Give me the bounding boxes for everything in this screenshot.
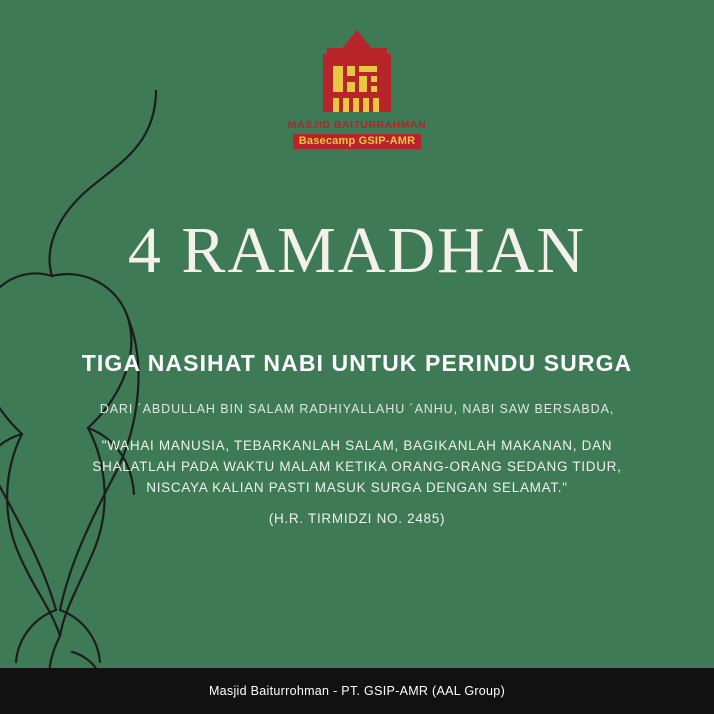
narration-attribution: DARI ´ABDULLAH BIN SALAM RADHIYALLAHU ´ANHU, NABI SAW BERSABDA, bbox=[99, 402, 615, 416]
footer-text: Masjid Baiturrohman - PT. GSIP-AMR (AAL Group) bbox=[208, 684, 506, 698]
logo-block bbox=[0, 28, 714, 149]
logo-subtitle: Basecamp GSIP-AMR bbox=[293, 134, 422, 149]
hadith-quote-block bbox=[60, 436, 654, 530]
lantern-line-art bbox=[0, 90, 290, 690]
subheadline: TIGA NASIHAT NABI UNTUK PERINDU SURGA bbox=[81, 350, 633, 376]
page-title: 4 RAMADHAN bbox=[127, 214, 587, 287]
logo-title: MASJID BAITURRAHMAN bbox=[287, 119, 427, 131]
hadith-quote-text: "WAHAI MANUSIA, TEBARKANLAH SALAM, BAGIKANLAH MAKANAN, DAN SHALATLAH PADA WAKTU MALAM KETIKA ORANG-ORANG SEDANG TIDUR, NISCAYA KALIAN PASTI MASUK SURGA DENGAN SELAMAT." bbox=[92, 438, 622, 495]
mosque-logo-icon bbox=[309, 28, 405, 114]
hadith-reference: (H.R. TIRMIDZI NO. 2485) bbox=[268, 510, 446, 526]
footer-bar bbox=[0, 668, 714, 714]
